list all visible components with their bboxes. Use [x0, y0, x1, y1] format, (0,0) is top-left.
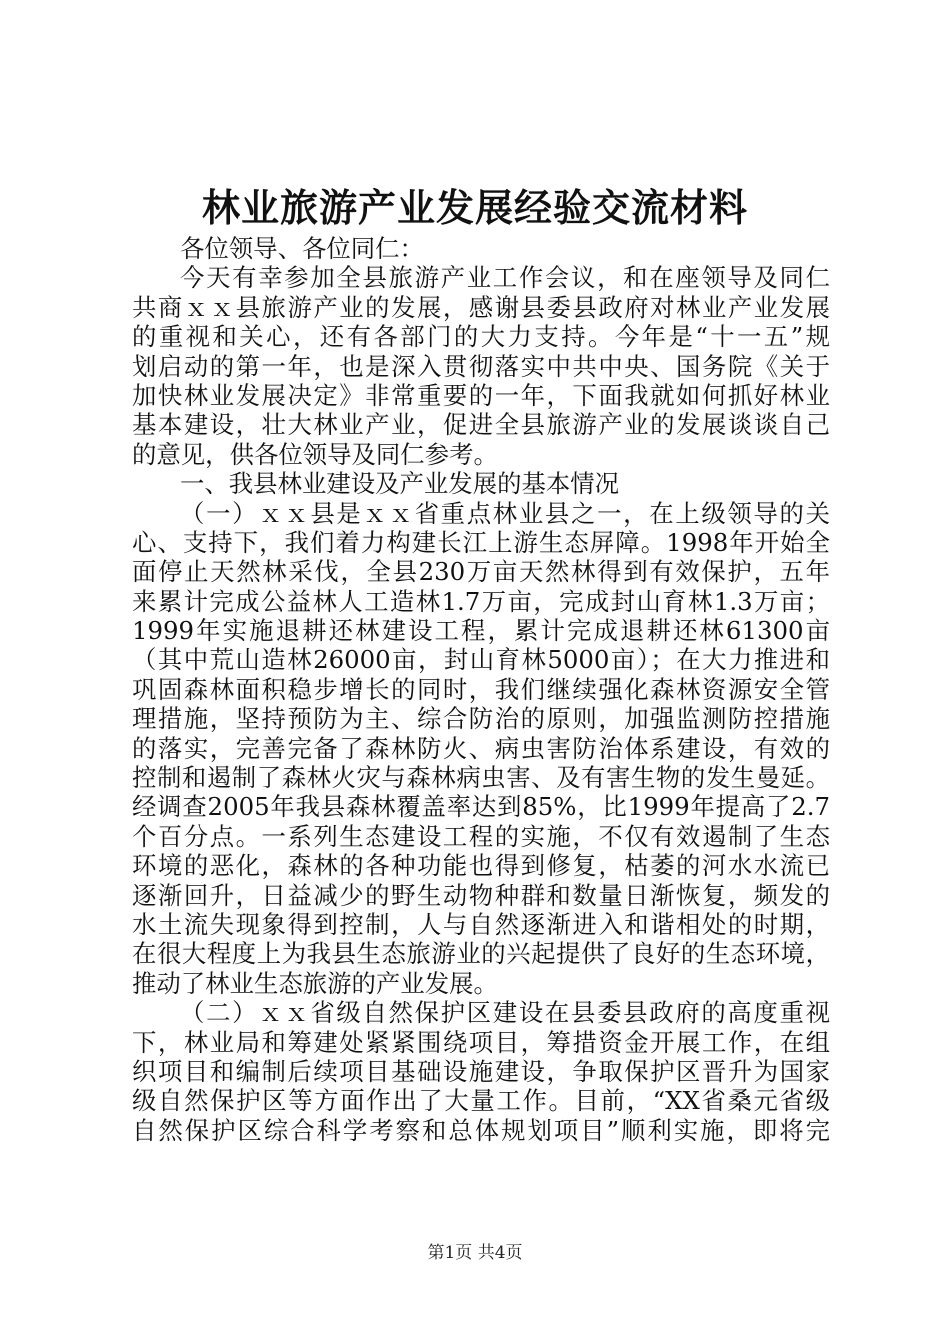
text-line: 逐渐回升，日益减少的野生动物种群和数量日渐恢复，频发的	[132, 880, 830, 910]
text-line: 级自然保护区等方面作出了大量工作。目前，“XX省桑元省级	[132, 1086, 830, 1116]
text-line: 个百分点。一系列生态建设工程的实施，不仅有效遏制了生态	[132, 821, 830, 851]
text-line: 巩固森林面积稳步增长的同时，我们继续强化森林资源安全管	[132, 674, 830, 704]
text-line: 加快林业发展决定》非常重要的一年，下面我就如何抓好林业	[132, 380, 830, 410]
salutation-line: 各位领导、各位同仁：	[180, 234, 424, 263]
text-line: 理措施，坚持预防为主、综合防治的原则，加强监测防控措施	[132, 704, 830, 734]
text-line: 水土流失现象得到控制，人与自然逐渐进入和谐相处的时期，	[132, 909, 830, 939]
text-line: （其中荒山造林26000亩，封山育林5000亩）；在大力推进和	[132, 645, 830, 675]
text-line: 的重视和关心，还有各部门的大力支持。今年是“十一五”规	[132, 322, 830, 352]
text-line: 自然保护区综合科学考察和总体规划项目”顺利实施，即将完	[132, 1115, 830, 1145]
text-line: 1999年实施退耕还林建设工程，累计完成退耕还林61300亩	[132, 616, 830, 646]
text-line: （二）ｘｘ省级自然保护区建设在县委县政府的高度重视	[180, 998, 830, 1028]
text-line: 在很大程度上为我县生态旅游业的兴起提供了良好的生态环境，	[132, 939, 830, 969]
text-line: 下，林业局和筹建处紧紧围绕项目，筹措资金开展工作，在组	[132, 1027, 830, 1057]
text-line: 推动了林业生态旅游的产业发展。	[132, 968, 498, 998]
document-title: 林业旅游产业发展经验交流材料	[201, 185, 748, 230]
text-line: 控制和遏制了森林火灾与森林病虫害、及有害生物的发生曼延。	[132, 763, 830, 793]
text-line: 环境的恶化，森林的各种功能也得到修复，枯萎的河水水流已	[132, 851, 830, 881]
text-line: 心、支持下，我们着力构建长江上游生态屏障。1998年开始全	[132, 527, 830, 557]
text-line: 来累计完成公益林人工造林1.7万亩，完成封山育林1.3万亩；	[132, 586, 830, 616]
text-line: 基本建设，壮大林业产业，促进全县旅游产业的发展谈谈自己	[132, 410, 830, 440]
text-line: 今天有幸参加全县旅游产业工作会议，和在座领导及同仁	[180, 263, 830, 293]
text-line: （一）ｘｘ县是ｘｘ省重点林业县之一，在上级领导的关	[180, 498, 830, 528]
text-line: 的意见，供各位领导及同仁参考。	[132, 439, 498, 469]
text-line: 织项目和编制后续项目基础设施建设，争取保护区晋升为国家	[132, 1056, 830, 1086]
text-line: 面停止天然林采伐，全县230万亩天然林得到有效保护，五年	[132, 557, 830, 587]
text-line: 的落实，完善完备了森林防火、病虫害防治体系建设，有效的	[132, 733, 830, 763]
text-line: 经调查2005年我县森林覆盖率达到85%，比1999年提高了2.7	[132, 792, 830, 822]
text-line: 共商ｘｘ县旅游产业的发展，感谢县委县政府对林业产业发展	[132, 292, 830, 322]
page-footer: 第1页 共4页	[427, 1243, 523, 1263]
section-heading: 一、我县林业建设及产业发展的基本情况	[180, 469, 620, 499]
document-body	[132, 234, 830, 1145]
text-line: 划启动的第一年，也是深入贯彻落实中共中央、国务院《关于	[132, 351, 830, 381]
